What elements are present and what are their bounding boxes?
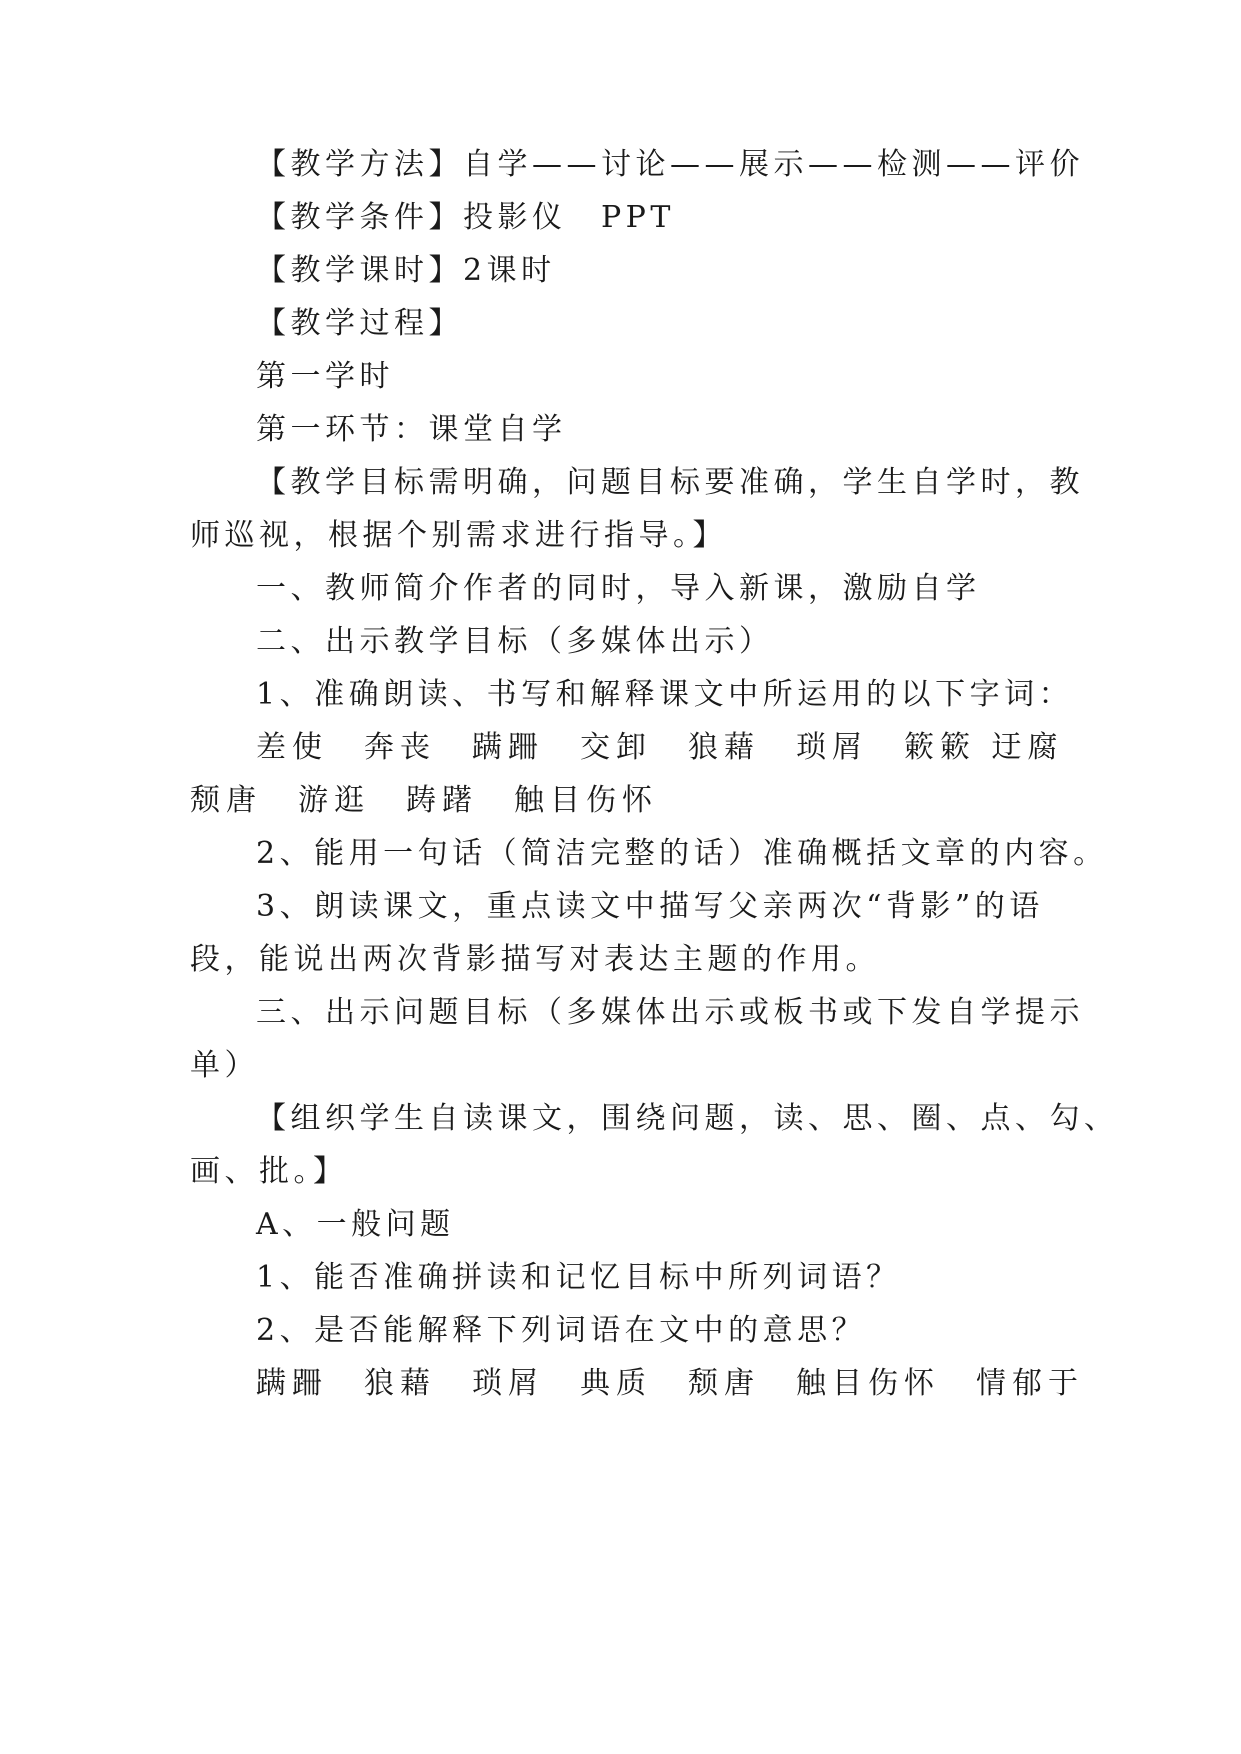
paragraph-line: 2、是否能解释下列词语在文中的意思？	[256, 1313, 867, 1348]
paragraph-line: 【组织学生自读课文，围绕问题，读、思、圈、点、勾、	[256, 1101, 1119, 1136]
paragraph-line: 【教学目标需明确，问题目标要准确，学生自学时，教	[256, 465, 1084, 500]
teaching-hours-line: 【教学课时】2课时	[256, 253, 556, 288]
paragraph-line: 段，能说出两次背影描写对表达主题的作用。	[190, 942, 880, 977]
vocabulary-line: 蹒跚 狼藉 琐屑 典质 颓唐 触目伤怀 情郁于	[256, 1366, 1084, 1401]
paragraph-line: 师巡视，根据个别需求进行指导。】	[190, 518, 727, 553]
paragraph-line: A、一般问题	[256, 1207, 455, 1242]
paragraph-line: 1、能否准确拼读和记忆目标中所列词语？	[256, 1260, 901, 1295]
teaching-process-heading: 【教学过程】	[256, 306, 463, 341]
paragraph-line: 三、出示问题目标（多媒体出示或板书或下发自学提示	[256, 995, 1084, 1030]
paragraph-line: 二、出示教学目标（多媒体出示）	[256, 624, 774, 659]
first-lesson-heading: 第一学时	[256, 359, 394, 394]
paragraph-line: 3、朗读课文，重点读文中描写父亲两次“背影”的语	[256, 889, 1044, 924]
vocabulary-line: 颓唐 游逛 踌躇 触目伤怀	[190, 783, 658, 818]
vocabulary-line: 差使 奔丧 蹒跚 交卸 狼藉 琐屑 簌簌 迂腐	[256, 730, 1064, 765]
first-section-heading: 第一环节：课堂自学	[256, 412, 567, 447]
paragraph-line: 画、批。】	[190, 1154, 348, 1189]
paragraph-line: 2、能用一句话（简洁完整的话）准确概括文章的内容。	[256, 836, 1108, 871]
teaching-conditions-line: 【教学条件】投影仪 PPT	[256, 200, 675, 235]
paragraph-line: 1、准确朗读、书写和解释课文中所运用的以下字词：	[256, 677, 1074, 712]
paragraph-line: 单）	[190, 1048, 259, 1083]
teaching-method-line: 【教学方法】自学——讨论——展示——检测——评价	[256, 147, 1084, 182]
paragraph-line: 一、教师简介作者的同时，导入新课，激励自学	[256, 571, 981, 606]
